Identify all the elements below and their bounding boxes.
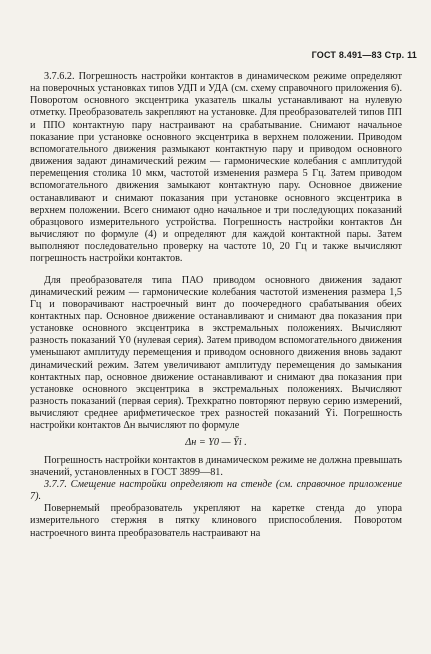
formula: Δн = Y0 — Ȳi . — [185, 436, 247, 448]
paragraph-mounting: Повернемый преобразователь укрепляют на каретке стенда до упора измерительного стержня в пятку клинового приспособления. Поворотом настроечного винта преобразователь настраивают на — [30, 503, 402, 539]
paragraph-3-7-7: 3.7.7. Смещение настройки определяют на стенде (см. справочное приложение 7). — [30, 479, 402, 503]
paragraph-pao: Для преобразователя типа ПАО приводом основного движения задают динамический режим — гармонические колебания частотой изменения размера 1,5 Гц и поворачивают настроечный винт до поочередного срабатывания обеих контактных пар. Основное движение останавливают и снимают два показания при установке основного эксцентрика в экстремальных положениях. Вычисляют разность показаний Y0 (нулевая серия). Затем приводом вспомогательного движения уменьшают амплитуду перемещения и приводом основного движения вновь задают динамический режим. Затем увеличивают амплитуду перемещения до замыкания контактных пар, основное движение останавливают и снимают два показания при установке основного эксцентрика в экстремальных положениях. Вычисляют разность показаний (первая серия). Трехкратно повторяют первую серию измерений, вычисляют среднее арифметическое трех разностей показаний Ȳi. Погрешность настройки контактов Δн вычисляют по формуле — [30, 274, 402, 432]
paragraph-3-7-6-2: 3.7.6.2. Погрешность настройки контактов в динамическом режиме определяют на поверочных установках типов УДП и УДА (см. схему справочного приложения 6). Поворотом основного эксцентрика указатель шкалы устанавливают на нулевую отметку. Преобразователь закрепляют на установке. Для преобразователей типов ПП и ППО контактную пару настраивают на срабатывание. Снимают начальное показание при установке основного эксцентрика в верхнем положении. Приводом вспомогательного движения размыкают контактную пару и приводом основного движения задают динамический режим — гармонические колебания с амплитудой перемещения столика 10 мкм, частотой изменения размера 5 Гц. Затем приводом вспомогательного движения замыкают контактную пару. Основное движение останавливают и снимают показания при установке основного эксцентрика в верхнем положении. Всего снимают одно начальное и три последующих показаний образцового измерительного устройства. Погрешность настройки контактов Δн вычисляют по формуле (4) и определяют для каждой контактной пары. Затем выполняют последовательно проверку на частоте 10, 20 Гц и также вычисляют погрешность настройки контактов. — [30, 71, 402, 265]
document-body — [30, 71, 402, 540]
paragraph-limit: Погрешность настройки контактов в динамическом режиме не должна превышать значений, установленных в ГОСТ 3899—81. — [30, 454, 402, 478]
page-header: ГОСТ 8.491—83 Стр. 11 — [311, 50, 417, 60]
